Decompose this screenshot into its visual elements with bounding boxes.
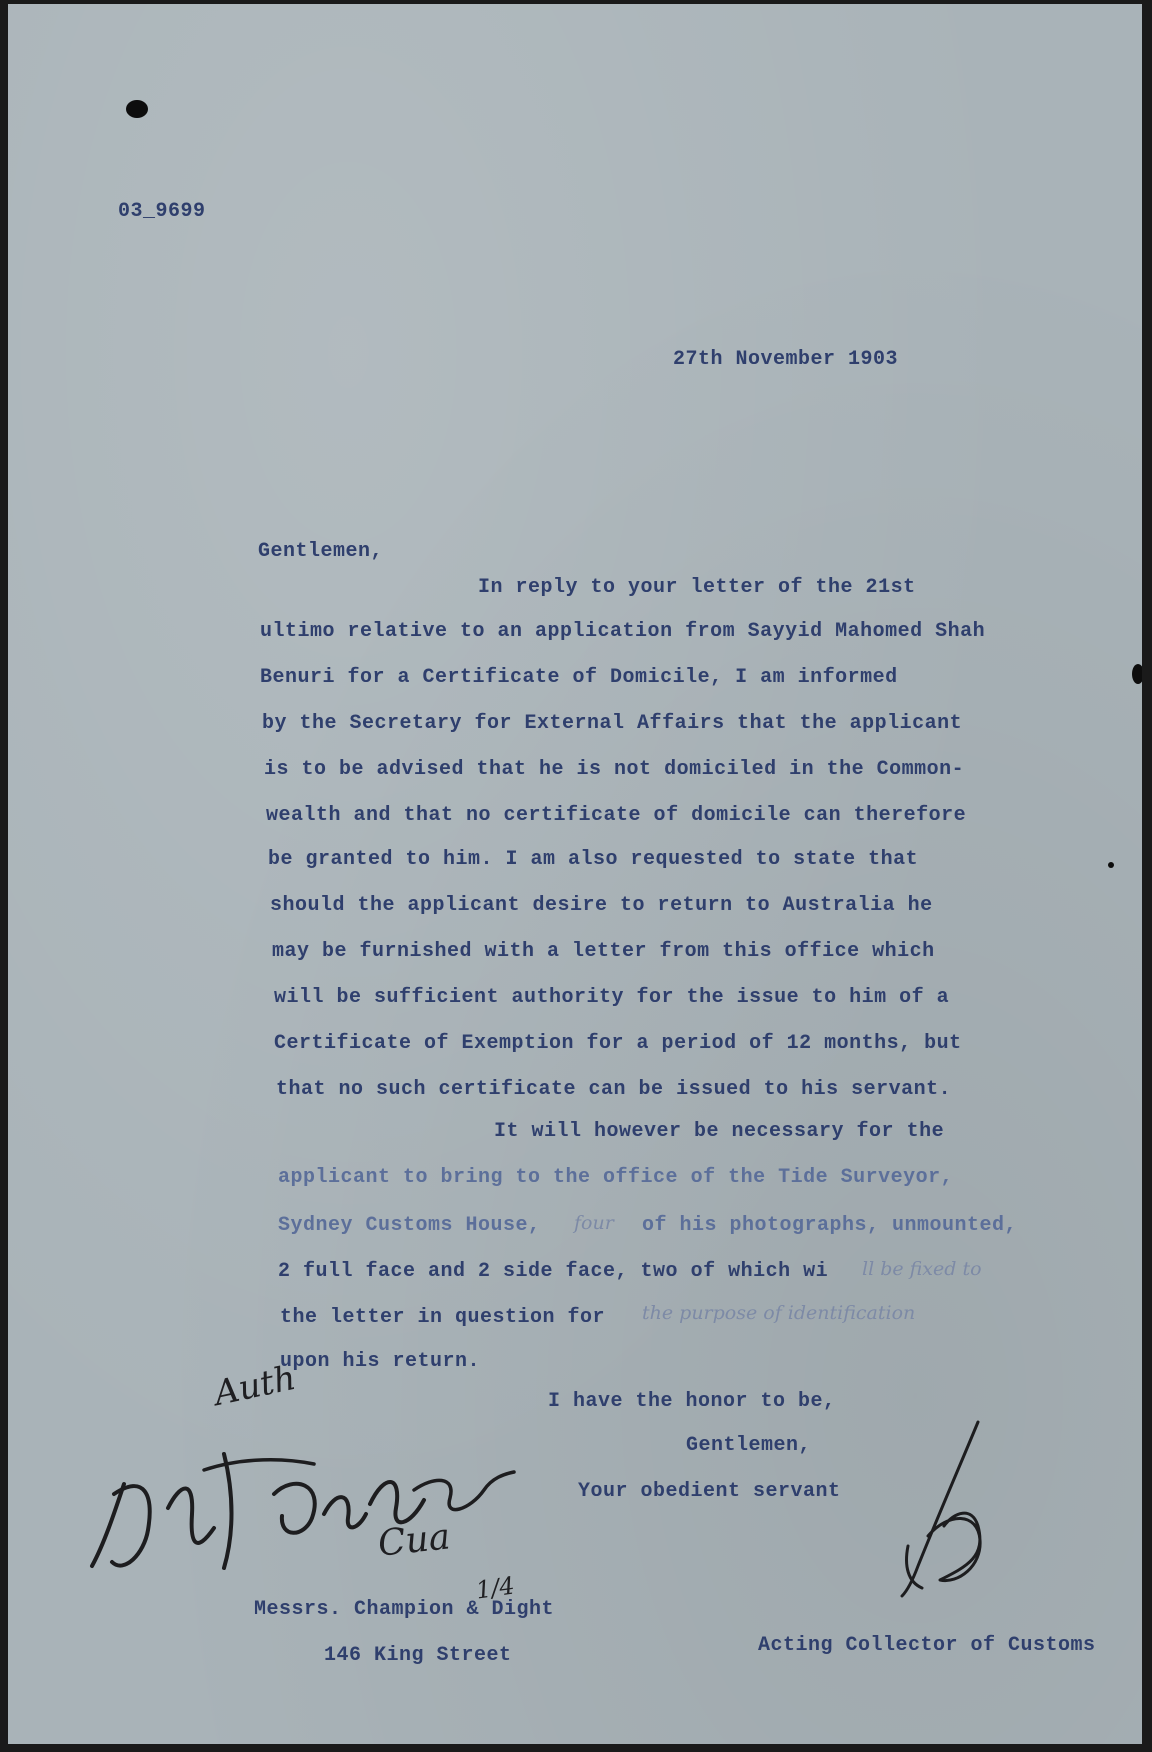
closing-line-1: I have the honor to be, <box>548 1390 836 1413</box>
closing-line-3: Your obedient servant <box>578 1480 841 1503</box>
body-line: the letter in question for <box>280 1306 606 1329</box>
closing-line-2: Gentlemen, <box>686 1434 812 1457</box>
faint-insert-purpose: the purpose of identification <box>642 1302 916 1324</box>
body-line: applicant to bring to the office of the Tide Surveyor, <box>278 1166 954 1189</box>
faint-insert-will: ll be fixed to <box>862 1258 982 1280</box>
body-line: is to be advised that he is not domiciled in the Common- <box>264 758 965 781</box>
body-line: Sydney Customs House, <box>278 1214 541 1237</box>
body-line: that no such certificate can be issued to his servant. <box>276 1078 952 1101</box>
signature-left-scrawl <box>84 1434 524 1584</box>
handwritten-auth: Auth <box>210 1357 300 1415</box>
body-line: will be sufficient authority for the issue to him of a <box>274 986 950 1009</box>
body-line: It will however be necessary for the <box>494 1120 945 1143</box>
handwritten-sub-note: Cua <box>376 1516 453 1565</box>
body-line: 2 full face and 2 side face, two of which wi <box>278 1260 829 1283</box>
letter-date: 27th November 1903 <box>673 348 899 371</box>
body-line: upon his return. <box>280 1350 481 1373</box>
body-line: ultimo relative to an application from Sayyid Mahomed Shah <box>260 620 986 643</box>
dot-mark <box>1108 862 1114 868</box>
handwritten-date-fragment: 1/4 <box>474 1571 517 1605</box>
addressee-street: 146 King Street <box>324 1644 512 1667</box>
addressee-name: Messrs. Champion & Dight <box>254 1598 555 1621</box>
body-line: In reply to your letter of the 21st <box>478 576 916 599</box>
body-line: Certificate of Exemption for a period of 12 months, but <box>274 1032 962 1055</box>
letter-sheet <box>8 4 1142 1744</box>
salutation: Gentlemen, <box>258 540 384 563</box>
body-line: wealth and that no certificate of domicile can therefore <box>266 804 967 827</box>
handwritten-insert-four: four <box>574 1212 614 1234</box>
body-line: be granted to him. I am also requested to state that <box>268 848 919 871</box>
edge-mark-right <box>1132 664 1142 684</box>
body-line: should the applicant desire to return to Australia he <box>270 894 933 917</box>
punch-hole-top <box>126 100 148 118</box>
signature-initials-scrawl <box>868 1416 1008 1606</box>
body-line: of his photographs, unmounted, <box>642 1214 1018 1237</box>
body-line: by the Secretary for External Affairs that the applicant <box>262 712 963 735</box>
reference-number: 03_9699 <box>118 200 206 223</box>
body-line: Benuri for a Certificate of Domicile, I am informed <box>260 666 898 689</box>
signatory-title: Acting Collector of Customs <box>758 1634 1096 1657</box>
body-line: may be furnished with a letter from this office which <box>272 940 935 963</box>
